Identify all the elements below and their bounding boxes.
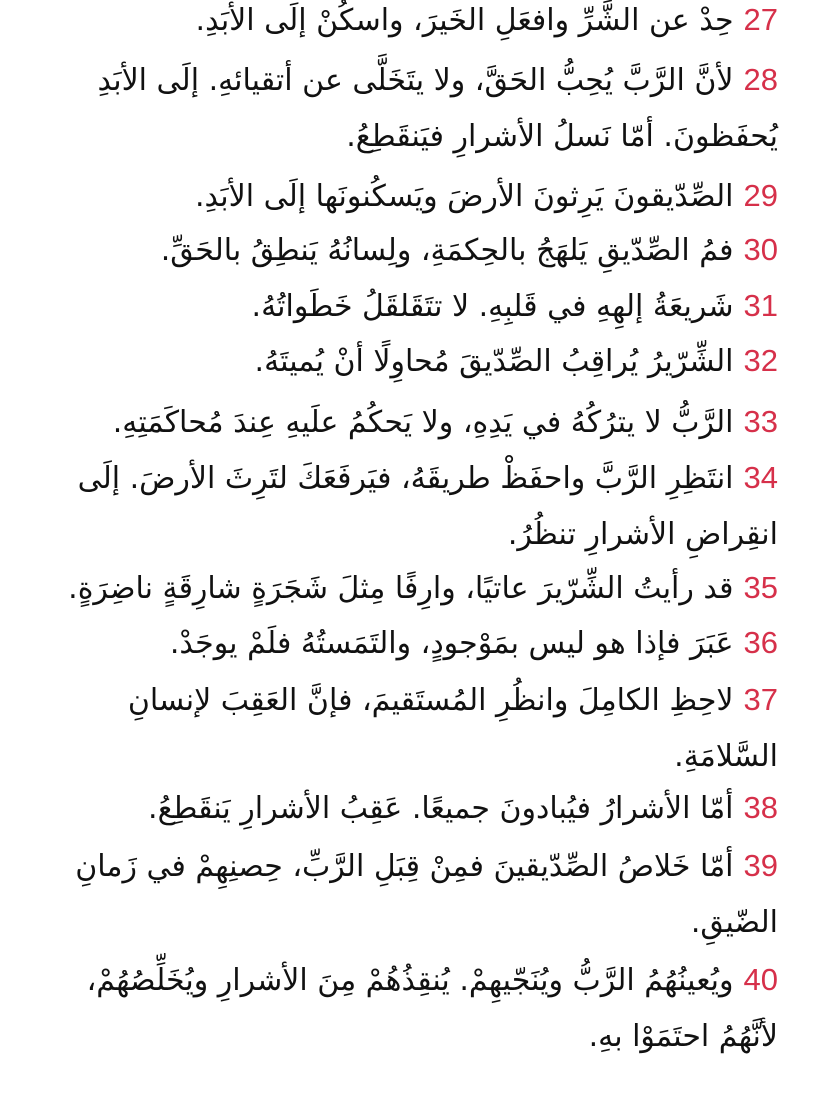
verse-text: لاحِظِ الكامِلَ وانظُرِ المُستَقيمَ، فإنَّ العَقِبَ لإنسانِ السَّلامَةِ.: [127, 683, 778, 774]
verse-30: [60, 222, 778, 279]
verse-text: الصِّدّيقونَ يَرِثونَ الأرضَ ويَسكُنونَها إلَى الأبَدِ.: [194, 179, 734, 214]
verse-39: [60, 838, 778, 951]
verse-number: 34: [743, 460, 778, 495]
verse-number: 31: [743, 288, 778, 323]
verse-29: [60, 168, 778, 225]
verse-text: قد رأيتُ الشِّرّيرَ عاتيًا، وارِفًا مِثلَ شَجَرَةٍ شارِقَةٍ ناضِرَةٍ.: [68, 571, 734, 606]
verse-40: [60, 952, 778, 1065]
verse-37: [60, 672, 778, 785]
verse-number: 38: [743, 790, 778, 825]
verse-text: ويُعينُهُمُ الرَّبُّ ويُنَجّيهِمْ. يُنقِذُهُمْ مِنَ الأشرارِ ويُخَلِّصُهُمْ، لأنَّهُمُ احتَمَوْا بهِ.: [86, 963, 778, 1054]
verse-text: لأنَّ الرَّبَّ يُحِبُّ الحَقَّ، ولا يتَخَلَّى عن أتقيائهِ. إلَى الأبَدِ يُحفَظونَ. أمّا نَسلُ الأشرارِ فيَنقَطِعُ.: [97, 63, 778, 154]
verse-28: [60, 52, 778, 165]
verse-35: [60, 560, 778, 617]
verse-number: 29: [743, 178, 778, 213]
verse-text: شَريعَةُ إلهِهِ في قَلبِهِ. لا تتَقَلقَلُ خَطَواتُهُ.: [251, 289, 734, 324]
verse-32: [60, 333, 778, 390]
verse-text: فمُ الصِّدّيقِ يَلهَجُ بالحِكمَةِ، ولِسانُهُ يَنطِقُ بالحَقِّ.: [160, 233, 734, 268]
verse-38: [60, 780, 778, 837]
verse-number: 27: [743, 2, 778, 37]
verse-33: [60, 394, 778, 451]
verse-27: [60, 0, 778, 49]
verse-number: 40: [743, 962, 778, 997]
verse-number: 33: [743, 404, 778, 439]
verse-text: حِدْ عن الشَّرِّ وافعَلِ الخَيرَ، واسكُنْ إلَى الأبَدِ.: [195, 3, 734, 38]
verse-31: [60, 278, 778, 335]
verse-number: 32: [743, 343, 778, 378]
verse-number: 30: [743, 232, 778, 267]
verse-text: الشِّرّيرُ يُراقِبُ الصِّدّيقَ مُحاوِلًا أنْ يُميتَهُ.: [254, 344, 734, 379]
verse-number: 36: [743, 625, 778, 660]
verse-text: الرَّبُّ لا يترُكُهُ في يَدِهِ، ولا يَحكُمُ علَيهِ عِندَ مُحاكَمَتِهِ.: [112, 405, 734, 440]
verse-text: عَبَرَ فإذا هو ليس بمَوْجودٍ، والتَمَستُهُ فلَمْ يوجَدْ.: [169, 626, 734, 661]
verse-text: أمّا الأشرارُ فيُبادونَ جميعًا. عَقِبُ الأشرارِ يَنقَطِعُ.: [148, 791, 734, 826]
verse-number: 37: [743, 682, 778, 717]
verse-number: 39: [743, 848, 778, 883]
verse-number: 35: [743, 570, 778, 605]
verse-36: [60, 615, 778, 672]
verse-34: [60, 450, 778, 563]
verse-text: أمّا خَلاصُ الصِّدّيقينَ فمِنْ قِبَلِ الرَّبِّ، حِصنِهِمْ في زَمانِ الضّيقِ.: [75, 849, 778, 940]
verse-text: انتَظِرِ الرَّبَّ واحفَظْ طريقَهُ، فيَرفَعَكَ لتَرِثَ الأرضَ. إلَى انقِراضِ الأشرارِ تنظُرُ.: [77, 461, 778, 552]
verse-number: 28: [743, 62, 778, 97]
